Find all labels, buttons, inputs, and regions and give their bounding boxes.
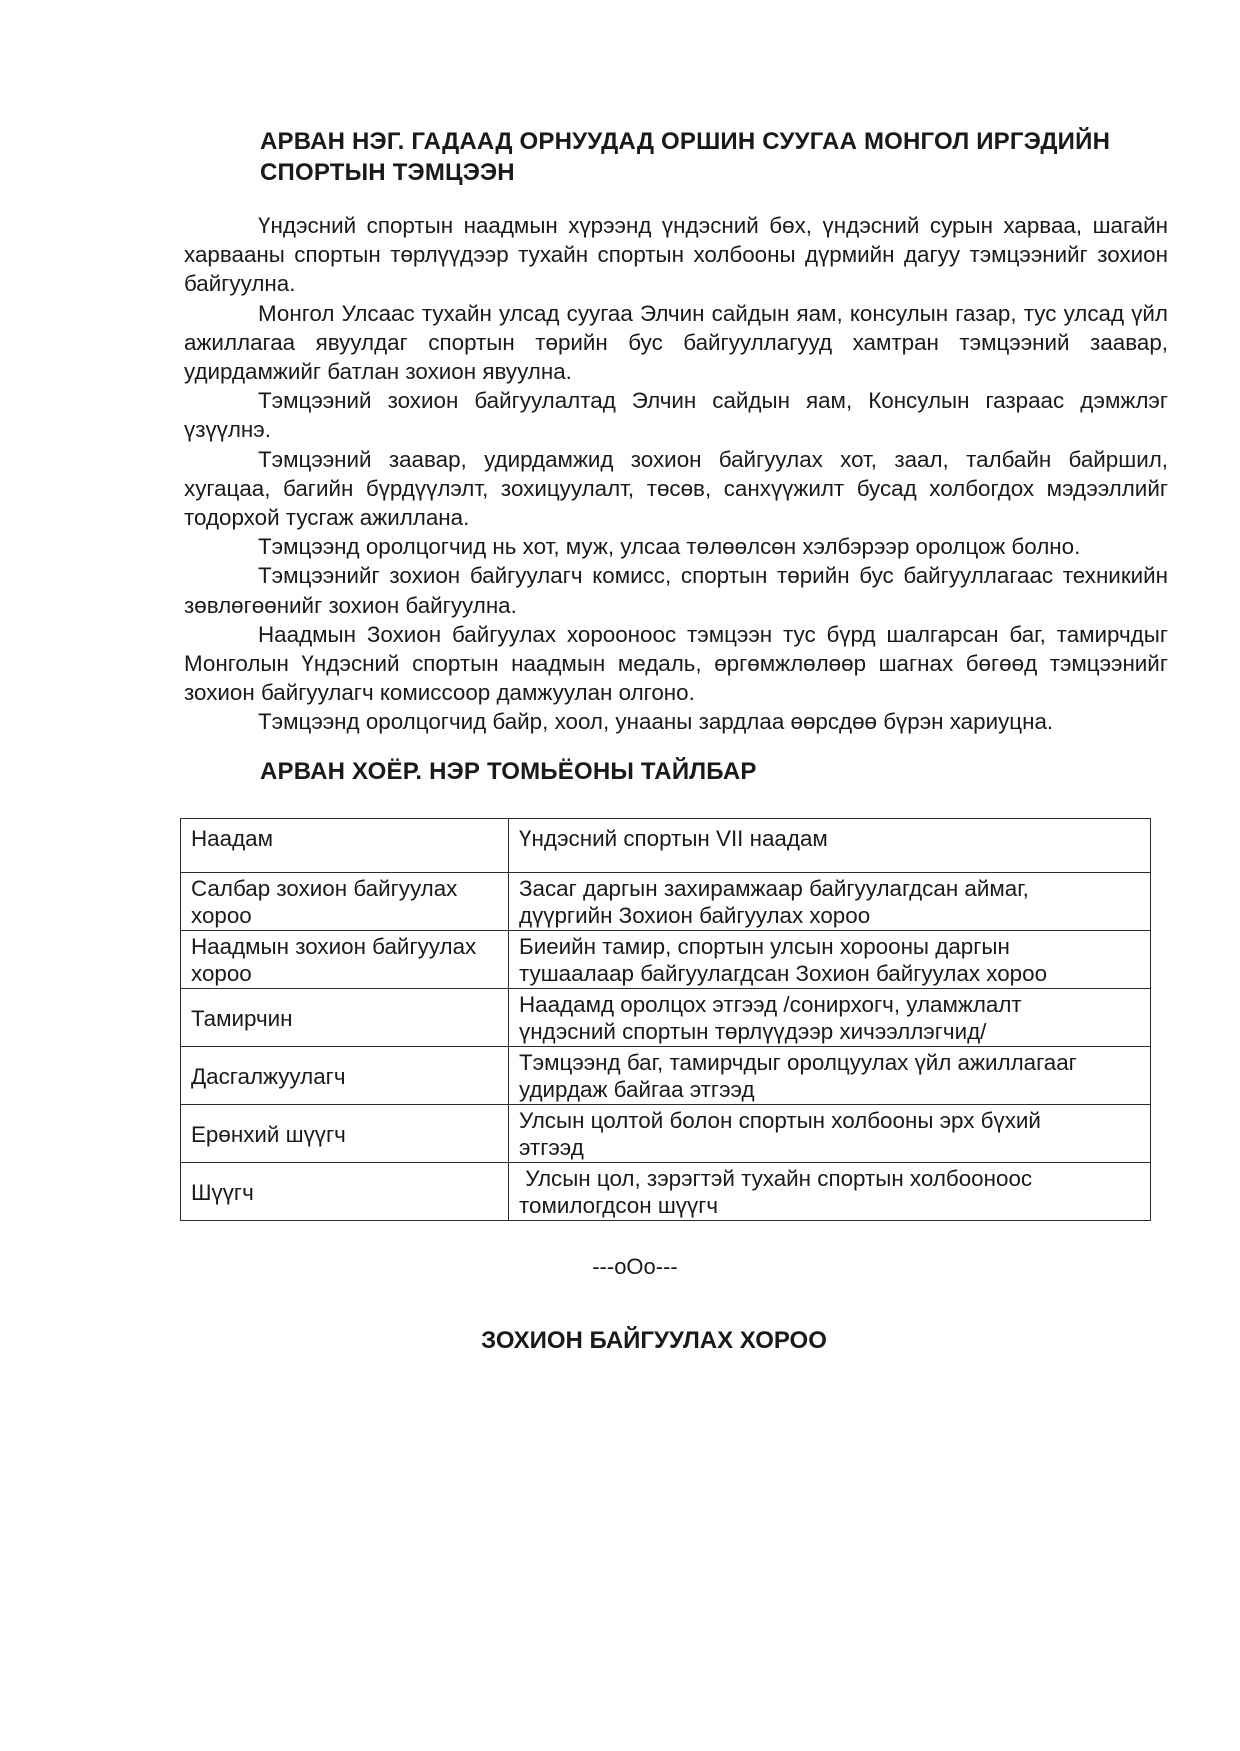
term-cell — [181, 819, 509, 873]
definition-cell — [509, 1047, 1151, 1105]
term-cell — [181, 931, 509, 989]
term-text: Салбар зохион байгуулах — [191, 876, 458, 901]
section-11-title — [260, 126, 1180, 188]
paragraph-1: Үндэсний спортын наадмын хүрээнд үндэсний бөх, үндэсний сурын харваа, шагайн харвааны спортын төрлүүдээр тухайн спортын холбооны дүрмийн дагуу тэмцээнийг зохион байгуулна. — [184, 213, 1168, 297]
definition-cell — [509, 819, 1151, 873]
definition-cell — [509, 1105, 1151, 1163]
definition-cell — [509, 931, 1151, 989]
term-cell — [181, 1105, 509, 1163]
term-cell — [181, 873, 509, 931]
table-row — [181, 819, 1151, 873]
paragraph-3: Тэмцээний зохион байгуулалтад Элчин сайдын яам, Консулын газраас дэмжлэг үзүүлнэ. — [184, 388, 1168, 443]
table-row — [181, 873, 1151, 931]
term-text: Ерөнхий шүүгч — [191, 1121, 346, 1147]
definition-cell — [509, 989, 1151, 1047]
term-text: Тамирчин — [191, 1005, 293, 1031]
definition-cell — [509, 1163, 1151, 1221]
table-row — [181, 1163, 1151, 1221]
table-row — [181, 1047, 1151, 1105]
definition-text-cont: удирдаж байгаа этгээд — [519, 1077, 755, 1102]
paragraph-7: Наадмын Зохион байгуулах хорооноос тэмцээн тус бүрд шалгарсан баг, тамирчдыг Монголын Үндэсний спортын наадмын медаль, өргөмжлөлөөр шагнах бөгөөд тэмцээнийг зохион байгуулагч комиссоор дамжуулан олгоно. — [184, 621, 1168, 706]
definition-text: Үндэсний спортын VII наадам — [519, 826, 828, 851]
definition-text: Улсын цол, зэрэгтэй тухайн спортын холбооноос — [519, 1166, 1033, 1191]
term-text: Дасгалжуулагч — [191, 1063, 346, 1089]
definition-text-cont: үндэсний спортын төрлүүдээр хичээллэгчид/ — [519, 1019, 987, 1044]
term-text: Наадам — [191, 826, 273, 851]
paragraph-4: Тэмцээний заавар, удирдамжид зохион байгуулах хот, заал, талбайн байршил, хугацаа, багийн бүрдүүлэлт, зохицуулалт, төсөв, санхүүжилт бусад холбогдох мэдээллийг тодорхой тусгаж ажиллана. — [184, 446, 1168, 531]
paragraph-8: Тэмцээнд оролцогчид байр, хоол, унааны зардлаа өөрсдөө бүрэн хариуцна. — [258, 709, 1054, 735]
table-row — [181, 989, 1151, 1047]
table-row — [181, 1105, 1151, 1163]
term-cell — [181, 1047, 509, 1105]
term-cell — [181, 1163, 509, 1221]
definition-cell — [509, 873, 1151, 931]
section-12-title: АРВАН ХОЁР. НЭР ТОМЬЁОНЫ ТАЙЛБАР — [260, 758, 757, 785]
section-divider: ---oOo--- — [592, 1254, 678, 1279]
term-text: Наадмын зохион байгуулах — [191, 934, 477, 959]
definition-text: Улсын цолтой болон спортын холбооны эрх бүхий — [519, 1108, 1041, 1133]
definition-text: Биеийн тамир, спортын улсын хорооны даргын — [519, 934, 1010, 959]
definition-text: Тэмцээнд баг, тамирчдыг оролцуулах үйл ажиллагааг — [519, 1050, 1077, 1075]
glossary-table — [180, 818, 1151, 1221]
definition-text-cont: томилогдсон шүүгч — [519, 1193, 719, 1218]
term-text: Шүүгч — [191, 1179, 254, 1205]
definition-text: Засаг даргын захирамжаар байгуулагдсан аймаг, — [519, 876, 1029, 901]
section-11-title-line2: СПОРТЫН ТЭМЦЭЭН — [260, 159, 515, 186]
section-11-title-line1: АРВАН НЭГ. ГАДААД ОРНУУДАД ОРШИН СУУГАА МОНГОЛ ИРГЭДИЙН — [260, 128, 1111, 155]
definition-text-cont: тушаалаар байгуулагдсан Зохион байгуулах хороо — [519, 961, 1048, 986]
paragraph-5: Тэмцээнд оролцогчид нь хот, муж, улсаа төлөөлсөн хэлбэрээр оролцож болно. — [258, 534, 1081, 560]
section-11-body — [184, 211, 1168, 737]
definition-text-cont: этгээд — [519, 1135, 584, 1160]
paragraph-6: Тэмцээнийг зохион байгуулагч комисс, спортын төрийн бус байгууллагаас техникийн зөвлөгөөнийг зохион байгуулна. — [184, 563, 1168, 618]
definition-text-cont: дүүргийн Зохион байгуулах хороо — [519, 903, 871, 928]
term-cell — [181, 989, 509, 1047]
committee-signature: ЗОХИОН БАЙГУУЛАХ ХОРОО — [481, 1327, 827, 1354]
term-text-cont: хороо — [191, 903, 252, 928]
definition-text: Наадамд оролцох этгээд /сонирхогч, уламжлалт — [519, 992, 1022, 1017]
term-text-cont: хороо — [191, 961, 252, 986]
paragraph-2: Монгол Улсаас тухайн улсад суугаа Элчин сайдын яам, консулын газар, тус улсад үйл ажиллагаа явуулдаг спортын төрийн бус байгууллагууд хамтран тэмцээний заавар, удирдамжийг батлан зохион явуулна. — [184, 300, 1168, 385]
table-row — [181, 931, 1151, 989]
